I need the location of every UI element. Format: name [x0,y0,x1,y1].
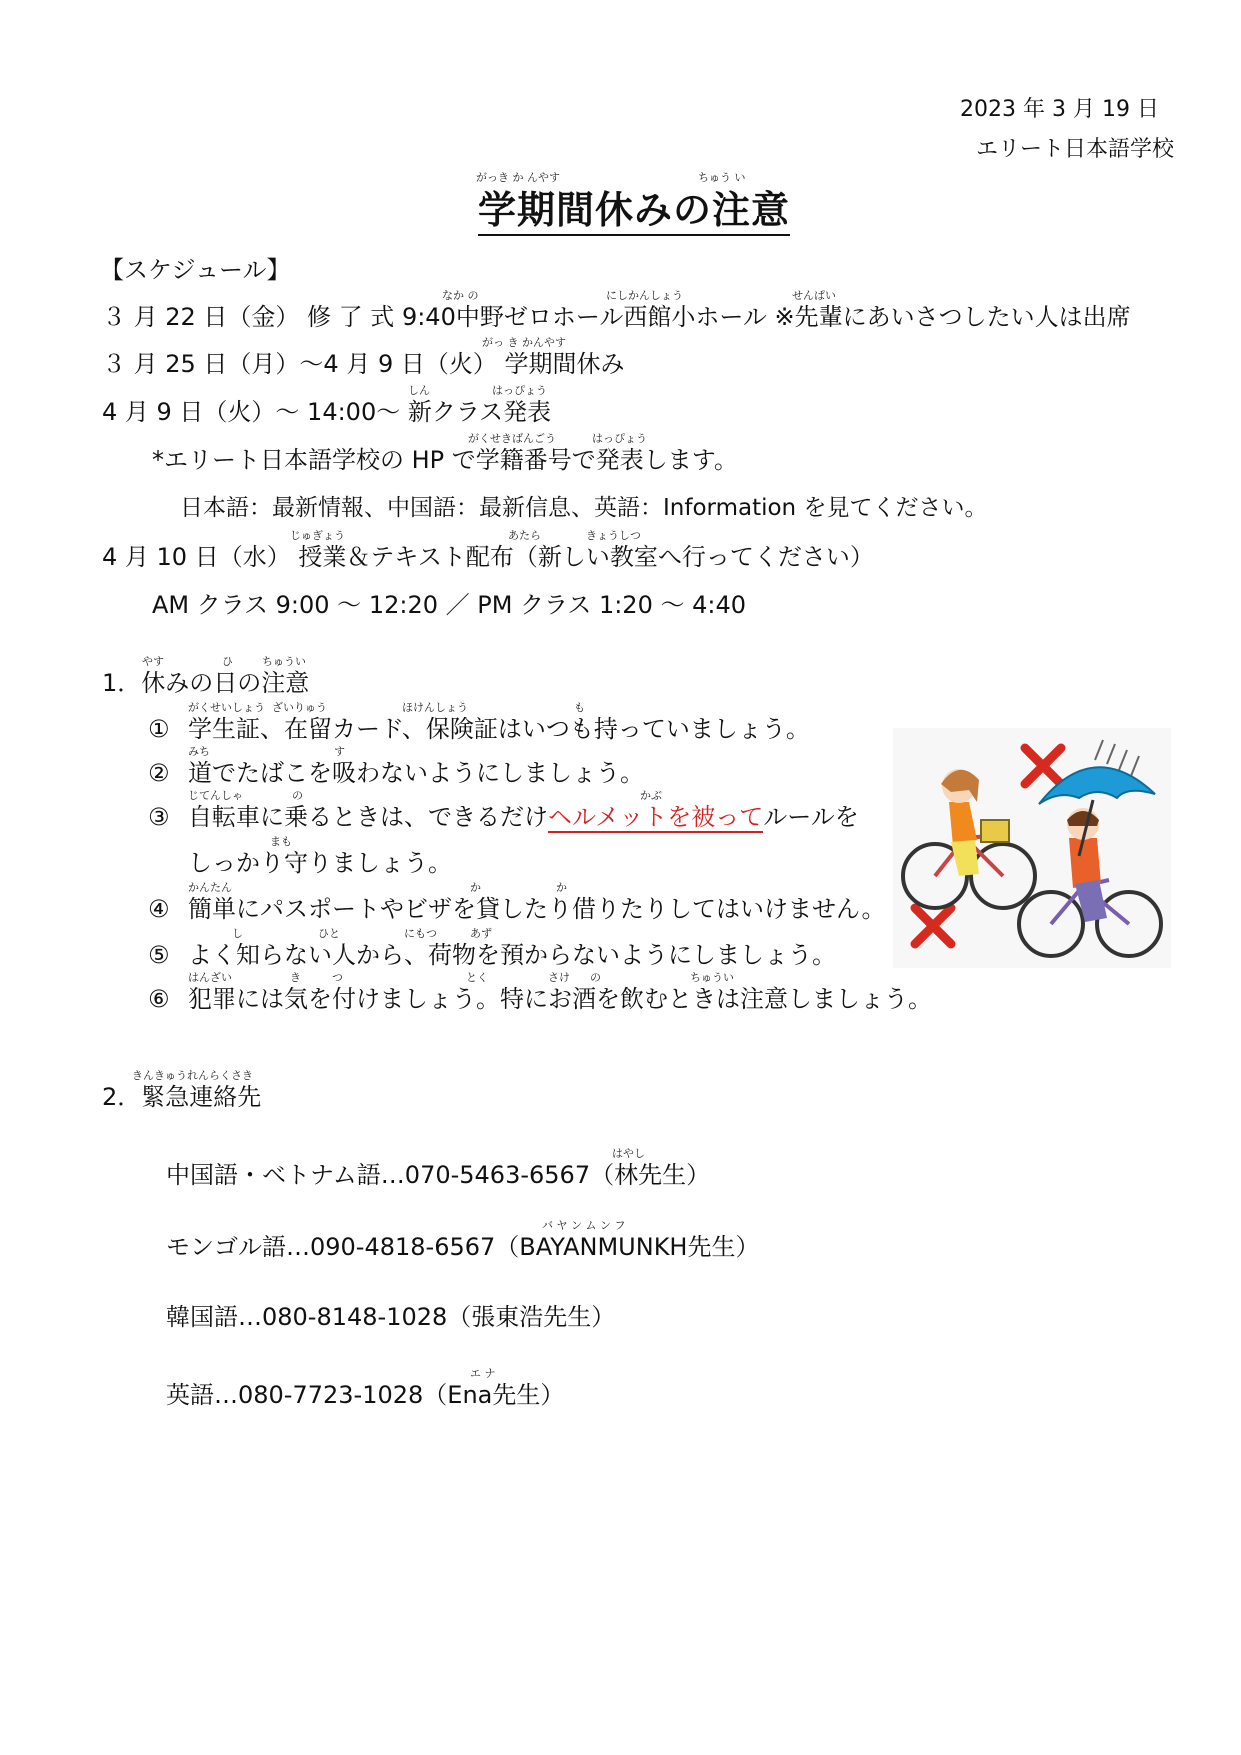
item-6-number: ⑥ [148,985,170,1013]
item4-ruby-a: かんたん [188,881,232,894]
item-4-number: ④ [148,895,170,923]
section1-ruby-c: ちゅうい [262,655,306,668]
item1-ruby-c: ほけんしょう [402,701,468,714]
item-4-text: 簡単にパスポートやビザを貸したり借りたりしてはいけません。 [188,895,886,923]
schedule-row-2: ３ 月 25 日（月）～4 月 9 日（火） 学期間休み [102,350,625,378]
item1-ruby-b: ざいりゅう [272,701,327,714]
item5-ruby-a: し [232,927,243,940]
schedule-row3-ruby-b: はっぴょう [492,384,547,397]
contact-chinese-vietnamese: 中国語・ベトナム語…070-5463-6567（林先生） [166,1161,711,1189]
item1-ruby-d: も [574,701,585,714]
item-1-number: ① [148,715,170,743]
schedule-row2-ruby: がっ き かんやす [482,336,566,349]
item6-ruby-c: つ [332,971,343,984]
school-name: エリート日本語学校 [976,137,1175,162]
item-3-number: ③ [148,803,170,831]
schedule-heading: 【スケジュール】 [100,256,291,284]
item-2-number: ② [148,759,170,787]
item6-ruby-b: き [290,971,301,984]
document-date: 2023 年 3 月 19 日 [960,97,1159,122]
item3-ruby-a: じてんしゃ [188,789,243,802]
item5-ruby-d: あず [470,927,492,940]
contact-english: 英語…080-7723-1028（Ena先生） [166,1381,565,1409]
contact-mongolian: モンゴル語…090-4818-6567（BAYANMUNKH先生） [166,1233,760,1261]
schedule-row-7: AM クラス 9:00 ～ 12:20 ／ PM クラス 1:20 ～ 4:40 [152,591,747,619]
item6-ruby-g: ちゅうい [690,971,734,984]
item-2-text: 道でたばこを吸わないようにしましょう。 [188,759,644,787]
item3-ruby-b: の [292,789,303,802]
item2-ruby-a: みち [188,745,210,758]
schedule-row-5: 日本語：最新情報、中国語：最新信息、英語：Information を見てください。 [180,495,988,521]
item3-ruby-c: かぶ [640,789,662,802]
item2-ruby-b: す [334,745,345,758]
helmet-highlight: ヘルメットを被って [548,803,764,831]
schedule-row-4: *エリート日本語学校の HP で学籍番号で発表します。 [152,446,738,474]
schedule-row-1: ３ 月 22 日（金） 修 了 式 9:40中野ゼロホール西館小ホール ※先輩にあいさつしたい人は出席 [102,303,1131,331]
item-3-text [188,802,859,832]
page-title: 学期間休みの注意 [478,188,790,236]
item5-ruby-c: にもつ [404,927,437,940]
schedule-row6-ruby-a: じゅぎょう [290,529,345,542]
item4-ruby-b: か [470,881,481,894]
schedule-row-3: 4 月 9 日（火）～ 14:00～ 新クラス発表 [102,398,552,426]
item3b-ruby-a: まも [270,835,292,848]
item-6-text: 犯罪には気を付けましょう。特にお酒を飲むときは注意しましょう。 [188,985,932,1013]
contact4-ruby: エ ナ [470,1367,496,1380]
schedule-row6-ruby-c: きょうしつ [586,529,641,542]
section1-heading: 1．休みの日の注意 [102,669,310,697]
item-3-text-a: 自転車に乗るときは、できるだけ [188,803,548,831]
schedule-row3-ruby-a: しん [408,384,430,397]
item5-ruby-b: ひと [318,927,340,940]
item-3-text-b: ルールを [763,803,859,831]
section1-ruby-b: ひ [222,655,233,668]
schedule-row1-ruby-b: にしかんしょう [606,289,683,302]
item1-ruby-a: がくせいしょう [188,701,265,714]
schedule-row4-ruby-b: はっぴょう [592,432,647,445]
item4-ruby-c: か [556,881,567,894]
title-ruby-1: がっき か んやす [476,171,560,184]
section2-heading: 2．緊急連絡先 [102,1083,262,1111]
section1-ruby-a: やす [142,655,164,668]
contact1-ruby: はやし [612,1147,645,1160]
item6-ruby-f: の [590,971,601,984]
schedule-row-6: 4 月 10 日（水） 授業＆テキスト配布（新しい教室へ行ってください） [102,543,874,571]
contact-korean: 韓国語…080-8148-1028（張東浩先生） [166,1303,616,1331]
item-1-text: 学生証、在留カード、保険証はいつも持っていましょう。 [188,715,810,743]
item-5-text: よく知らない人から、荷物を預からないようにしましょう。 [188,941,836,969]
contact2-ruby: バ ヤ ン ム ン フ [542,1219,626,1232]
bicycle-safety-illustration [893,728,1171,968]
title-ruby-2: ちゅう い [698,171,746,184]
item6-ruby-d: とく [466,971,488,984]
schedule-row6-ruby-b: あたら [508,529,541,542]
schedule-row4-ruby-a: がくせきばんごう [468,432,556,445]
item-3-continued-text: しっかり守りましょう。 [188,849,452,877]
schedule-row1-ruby-c: せんぱい [792,289,836,302]
item6-ruby-e: さけ [548,971,570,984]
schedule-row1-ruby-a: なか の [442,289,479,302]
section2-ruby: きんきゅうれんらくさき [132,1069,253,1082]
item6-ruby-a: はんざい [188,971,232,984]
item-5-number: ⑤ [148,941,170,969]
